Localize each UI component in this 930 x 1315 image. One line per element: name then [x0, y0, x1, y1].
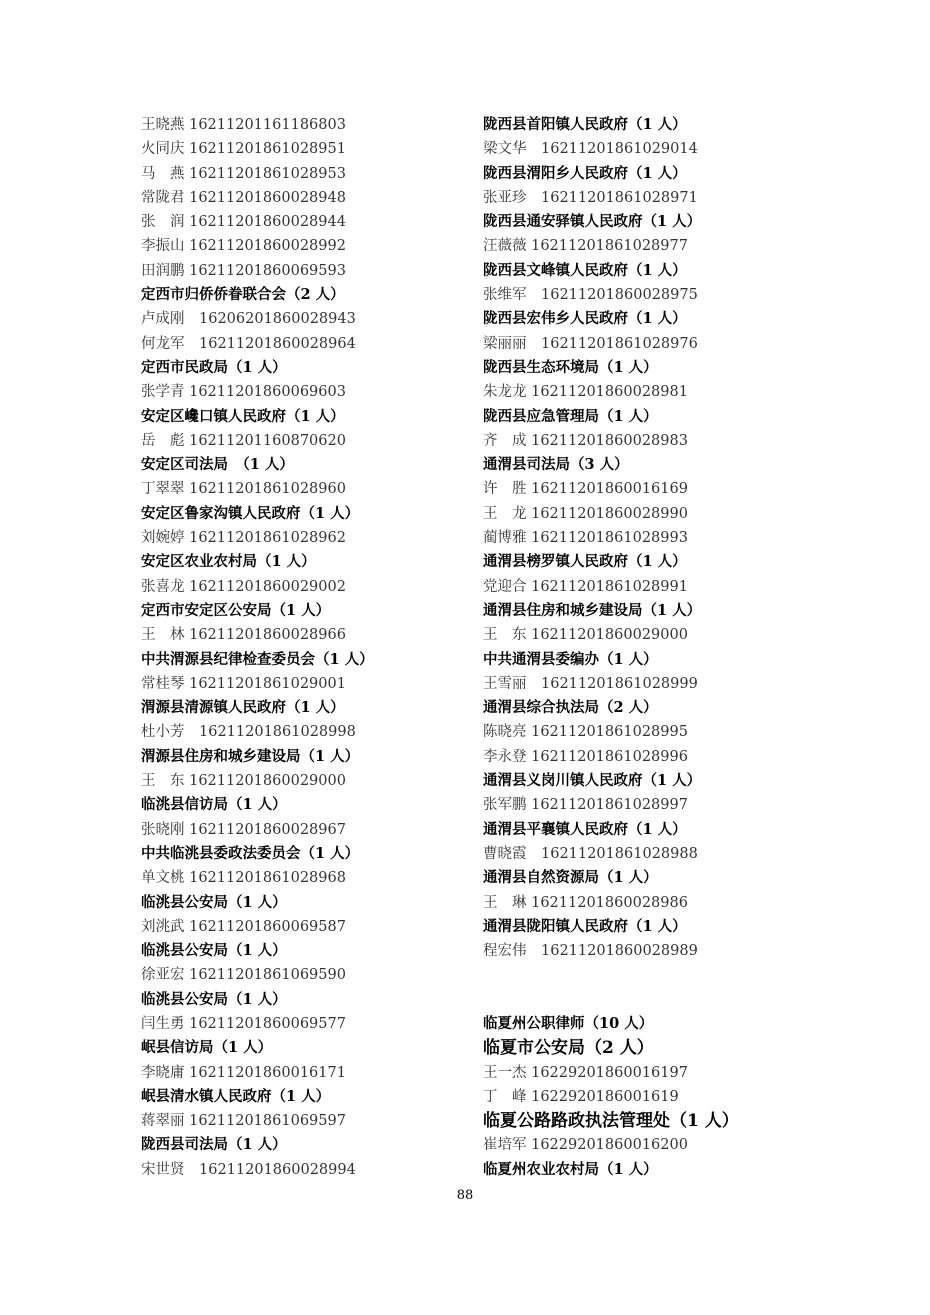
member-entry: 梁文华 16211201861029014: [483, 141, 698, 158]
unit-heading: 安定区司法局 （1 人）: [141, 456, 294, 474]
unit-heading: 通渭县住房和城乡建设局（1 人）: [483, 601, 702, 619]
unit-heading: 临夏州农业农村局（1 人）: [483, 1160, 658, 1178]
unit-heading: 岷县清水镇人民政府（1 人）: [141, 1087, 331, 1105]
member-entry: 卢成刚 16206201860028943: [141, 311, 356, 328]
member-entry: 崔培军 16229201860016200: [483, 1137, 688, 1154]
member-entry: 陈晓亮 16211201861028995: [483, 724, 688, 741]
member-entry: 朱龙龙 16211201860028981: [483, 384, 688, 401]
member-entry: 王 东 16211201860029000: [141, 773, 346, 790]
member-entry: 梁丽丽 16211201861028976: [483, 335, 698, 352]
unit-heading: 通渭县综合执法局（2 人）: [483, 699, 658, 717]
member-entry: 张维军 16211201860028975: [483, 287, 698, 304]
unit-heading: 通渭县义岗川镇人民政府（1 人）: [483, 772, 702, 790]
member-entry: 张学青 16211201860069603: [141, 384, 346, 401]
unit-heading: 渭源县清源镇人民政府（1 人）: [141, 699, 345, 717]
member-entry: 岳 彪 16211201160870620: [141, 432, 346, 449]
member-entry: 王 琳 16211201860028986: [483, 894, 688, 911]
unit-heading: 陇西县应急管理局（1 人）: [483, 407, 658, 425]
page-number: 88: [456, 1188, 474, 1203]
unit-heading: 渭源县住房和城乡建设局（1 人）: [141, 747, 360, 765]
member-entry: 张喜龙 16211201860029002: [141, 578, 346, 595]
member-entry: 丁 峰 1622920186001619: [483, 1088, 679, 1105]
member-entry: 宋世贤 16211201860028994: [141, 1161, 356, 1178]
member-entry: 李永登 16211201861028996: [483, 748, 688, 765]
member-entry: 火同庆 16211201861028951: [141, 141, 346, 158]
unit-heading: 临洮县信访局（1 人）: [141, 796, 287, 814]
member-entry: 汪薇薇 16211201861028977: [483, 238, 688, 255]
unit-heading: 陇西县首阳镇人民政府（1 人）: [483, 116, 687, 133]
member-entry: 马 燕 16211201861028953: [141, 165, 346, 182]
unit-heading: 通渭县榜罗镇人民政府（1 人）: [483, 553, 687, 571]
unit-heading: 陇西县文峰镇人民政府（1 人）: [483, 261, 687, 279]
unit-heading: 临洮县公安局（1 人）: [141, 942, 287, 960]
member-entry: 张亚珍 16211201861028971: [483, 189, 698, 206]
unit-heading: 通渭县陇阳镇人民政府（1 人）: [483, 917, 687, 935]
member-entry: 刘婉婷 16211201861028962: [141, 530, 346, 547]
member-entry: 单文桃 16211201861028968: [141, 870, 346, 887]
unit-heading: 陇西县渭阳乡人民政府（1 人）: [483, 164, 687, 182]
unit-heading: 安定区农业农村局（1 人）: [141, 553, 316, 571]
member-entry: 何龙军 16211201860028964: [141, 335, 356, 352]
member-entry: 丁翠翠 16211201861028960: [141, 481, 346, 498]
right-column: [483, 113, 803, 1182]
unit-heading: 通渭县平襄镇人民政府（1 人）: [483, 820, 687, 838]
unit-heading: 陇西县宏伟乡人民政府（1 人）: [483, 310, 687, 328]
member-entry: 常桂琴 16211201861029001: [141, 675, 346, 692]
member-entry: 程宏伟 16211201860028989: [483, 943, 698, 960]
unit-heading: 定西市归侨侨眷联合会（2 人）: [141, 286, 345, 304]
unit-heading: 陇西县通安驿镇人民政府（1 人）: [483, 213, 702, 231]
unit-heading: 陇西县司法局（1 人）: [141, 1136, 287, 1154]
unit-heading: 安定区鲁家沟镇人民政府（1 人）: [141, 504, 360, 522]
member-entry: 蒋翠丽 16211201861069597: [141, 1113, 346, 1130]
left-column: [141, 113, 461, 1182]
unit-heading: 定西市安定区公安局（1 人）: [141, 601, 331, 619]
unit-heading: 安定区巉口镇人民政府（1 人）: [141, 407, 345, 425]
member-entry: 杜小芳 16211201861028998: [141, 724, 356, 741]
member-entry: 王晓燕 16211201161186803: [141, 117, 346, 133]
member-entry: 李振山 16211201860028992: [141, 238, 346, 255]
unit-heading: 临洮县公安局（1 人）: [141, 893, 287, 911]
member-entry: 闫生勇 16211201860069577: [141, 1015, 346, 1032]
unit-heading: 中共通渭县委编办（1 人）: [483, 650, 658, 668]
member-entry: 党迎合 16211201861028991: [483, 578, 688, 595]
member-entry: 王一杰 16229201860016197: [483, 1064, 688, 1081]
unit-heading: 中共临洮县委政法委员会（1 人）: [141, 844, 360, 862]
member-entry: 齐 成 16211201860028983: [483, 432, 688, 449]
member-entry: 王 龙 16211201860028990: [483, 505, 688, 522]
spacer: [483, 963, 803, 987]
member-entry: 王 林 16211201860028966: [141, 627, 346, 644]
unit-heading: 中共渭源县纪律检查委员会（1 人）: [141, 650, 374, 668]
member-entry: 张军鹏 16211201861028997: [483, 797, 688, 814]
member-entry: 张 润 16211201860028944: [141, 214, 346, 231]
member-entry: 王 东 16211201860029000: [483, 627, 688, 644]
member-entry: 曹晓霞 16211201861028988: [483, 845, 698, 862]
member-entry: 张晓刚 16211201860028967: [141, 821, 346, 838]
unit-heading: 陇西县生态环境局（1 人）: [483, 358, 658, 376]
member-entry: 王雪丽 16211201861028999: [483, 675, 698, 692]
member-entry: 常陇君 16211201860028948: [141, 189, 346, 206]
unit-heading: 通渭县司法局（3 人）: [483, 456, 629, 474]
unit-heading: 临夏州公职律师（10 人）: [483, 1014, 654, 1032]
unit-heading: 临夏市公安局（2 人）: [483, 1038, 654, 1059]
member-entry: 蔺博雅 16211201861028993: [483, 530, 688, 547]
unit-heading: 定西市民政局（1 人）: [141, 358, 287, 376]
member-entry: 田润鹏 16211201860069593: [141, 262, 346, 279]
unit-heading: 岷县信访局（1 人）: [141, 1039, 273, 1057]
unit-heading: 临洮县公安局（1 人）: [141, 990, 287, 1008]
member-entry: 许 胜 16211201860016169: [483, 481, 688, 498]
unit-heading: 临夏公路路政执法管理处（1 人）: [483, 1111, 739, 1132]
member-entry: 刘洮武 16211201860069587: [141, 918, 346, 935]
spacer: [483, 988, 803, 1012]
unit-heading: 通渭县自然资源局（1 人）: [483, 869, 658, 887]
member-entry: 李晓庸 16211201860016171: [141, 1064, 346, 1081]
member-entry: 徐亚宏 16211201861069590: [141, 967, 346, 984]
